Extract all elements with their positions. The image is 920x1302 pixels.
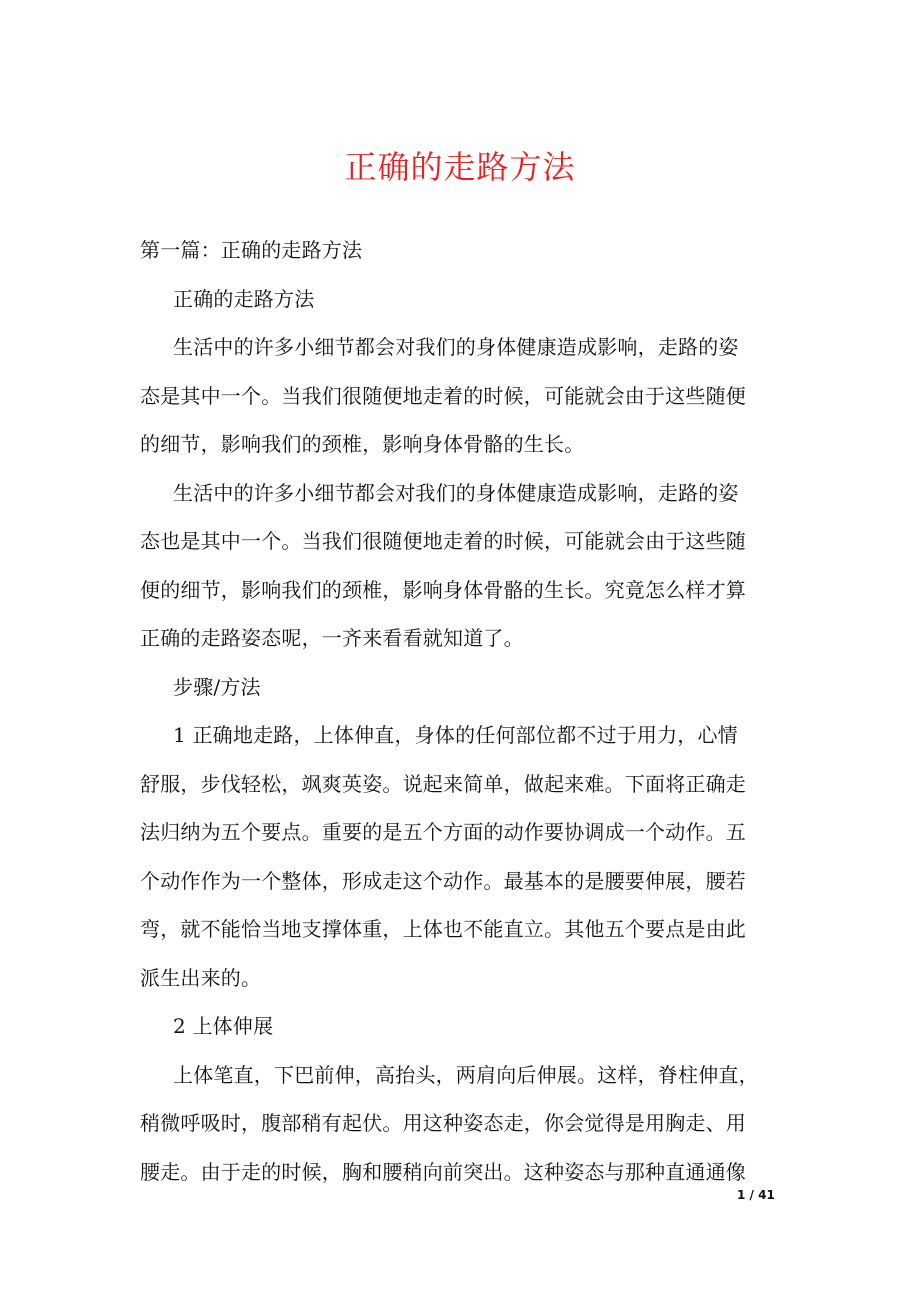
- section-heading: 第一篇：正确的走路方法: [140, 238, 363, 262]
- paragraph-line: 正确的走路姿态呢，一齐来看看就知道了。: [140, 626, 524, 650]
- paragraph-line: 生活中的许多小细节都会对我们的身体健康造成影响，走路的姿: [173, 480, 739, 505]
- page-indicator: 1 / 41: [737, 1188, 775, 1202]
- paragraph-line: 生活中的许多小细节都会对我们的身体健康造成影响，走路的姿: [173, 335, 739, 359]
- paragraph-line: 态是其中一个。当我们很随便地走着的时候，可能就会由于这些随便: [140, 383, 746, 408]
- document-title: 正确的走路方法: [344, 148, 576, 186]
- paragraph-line: 腰走。由于走的时候，胸和腰稍向前突出。这种姿态与那种直通通像: [140, 1159, 746, 1184]
- steps-heading: 步骤/方法: [173, 674, 261, 699]
- paragraph-line: 便的细节，影响我们的颈椎，影响身体骨骼的生长。究竟怎么样才算: [140, 577, 746, 602]
- paragraph-line: 的细节，影响我们的颈椎，影响身体骨骼的生长。: [140, 432, 585, 456]
- paragraph-line: 舒服，步伐轻松，飒爽英姿。说起来简单，做起来难。下面将正确走: [140, 771, 746, 796]
- document-body: [140, 226, 800, 1196]
- paragraph-line: 态也是其中一个。当我们很随便地走着的时候，可能就会由于这些随: [140, 529, 746, 553]
- paragraph-line: 1 正确地走路，上体伸直，身体的任何部位都不过于用力，心情: [173, 723, 738, 747]
- paragraph-line: 法归纳为五个要点。重要的是五个方面的动作要协调成一个动作。五: [140, 820, 746, 844]
- paragraph-line: 个动作作为一个整体，形成走这个动作。最基本的是腰要伸展，腰若: [140, 868, 746, 893]
- paragraph-line: 弯，就不能恰当地支撑体重，上体也不能直立。其他五个要点是由此: [140, 917, 746, 941]
- subheading: 正确的走路方法: [173, 286, 315, 311]
- step-heading: 2 上体伸展: [173, 1014, 274, 1038]
- paragraph-line: 上体笔直，下巴前伸，高抬头，两肩向后伸展。这样，脊柱伸直，: [173, 1062, 759, 1087]
- paragraph-line: 稍微呼吸时，腹部稍有起伏。用这种姿态走，你会觉得是用胸走、用: [140, 1111, 746, 1135]
- paragraph-line: 派生出来的。: [140, 965, 262, 990]
